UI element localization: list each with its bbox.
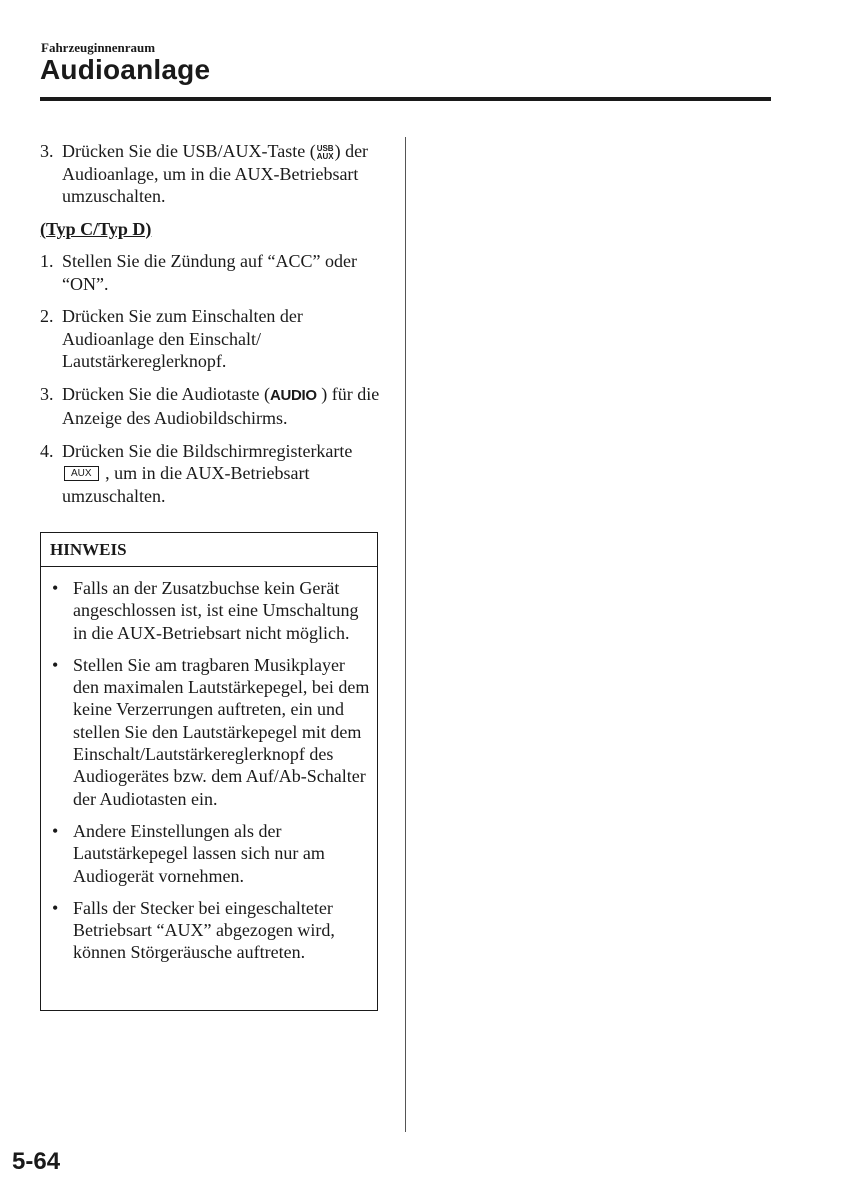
section-label: Fahrzeuginnenraum [41,40,156,55]
note-item [52,577,371,644]
bullet-icon: • [52,578,59,598]
header-rule [40,97,771,101]
page-number: 5-64 [12,1148,61,1175]
main-column [40,140,385,517]
step-text [62,440,385,508]
step-number: 3. [40,141,54,161]
note-item [52,654,371,810]
step-text [62,140,385,208]
bullet-icon: • [52,897,59,918]
note-list [41,567,377,964]
bullet-icon: • [52,820,59,841]
aux-tab-icon: AUX [64,466,99,481]
note-item [52,820,371,887]
usb-aux-button-icon [317,145,334,161]
step-text: Stellen Sie die Zündung auf “ACC” oder “ON”. [62,251,357,294]
column-divider [405,137,406,1132]
step-text [62,383,385,430]
step-text-before: Drücken Sie die USB/AUX-Taste ( [62,141,316,161]
step-text-after: ) für die Anzeige des Audiobildschirms. [62,383,380,428]
step-ignition [40,250,385,295]
step-number: 2. [40,306,54,326]
note-item-text: Stellen Sie am tragbaren Musikplayer den maximalen Lautstärkepegel, bei dem keine Verzerrungen auftreten, ein und stellen Sie den Lautstärkepegel mit dem Einschalt/Lautstärkereglerknopf des Audiogerätes bzw. dem Auf/Ab-Schalter der Audiotasten ein. [73,654,370,809]
step-usb-aux [40,140,385,208]
aux-icon-label: AUX [316,151,334,161]
step-text-after: , um in die AUX-Betriebsart umzuschalten. [62,463,310,506]
note-item-text: Falls an der Zusatzbuchse kein Gerät angeschlossen ist, ist eine Umschaltung in die AUX-Betriebsart nicht möglich. [73,578,359,643]
step-number: 3. [40,383,54,404]
step-text-before: Drücken Sie die Audiotaste ( [62,383,270,404]
note-box [40,532,378,1011]
note-item [52,897,371,964]
step-text-before: Drücken Sie die Bildschirmregisterkarte [62,440,353,461]
step-aux-tab [40,440,385,508]
note-item-text: Andere Einstellungen als der Lautstärkepegel lassen sich nur am Audiogerät vornehmen. [73,820,325,886]
usb-icon-label: USB [316,143,334,153]
subheading-type-c-d: (Typ C/Typ D) [40,218,152,239]
note-title: HINWEIS [41,533,377,567]
note-item-text: Falls der Stecker bei eingeschalteter Betriebsart “AUX” abgezogen wird, können Störgeräusche auftreten. [73,897,335,963]
step-text: Drücken Sie zum Einschalten der Audioanlage den Einschalt/ Lautstärkereglerknopf. [62,306,303,371]
page-title: Audioanlage [40,54,211,85]
bullet-icon: • [52,654,59,675]
step-text-after: ) der Audioanlage, um in die AUX-Betriebsart umzuschalten. [62,141,369,206]
step-power-on [40,305,385,373]
audio-button-icon: AUDIO [269,386,317,404]
step-number: 1. [40,251,54,271]
step-audio-button [40,383,385,430]
step-number: 4. [40,440,54,461]
